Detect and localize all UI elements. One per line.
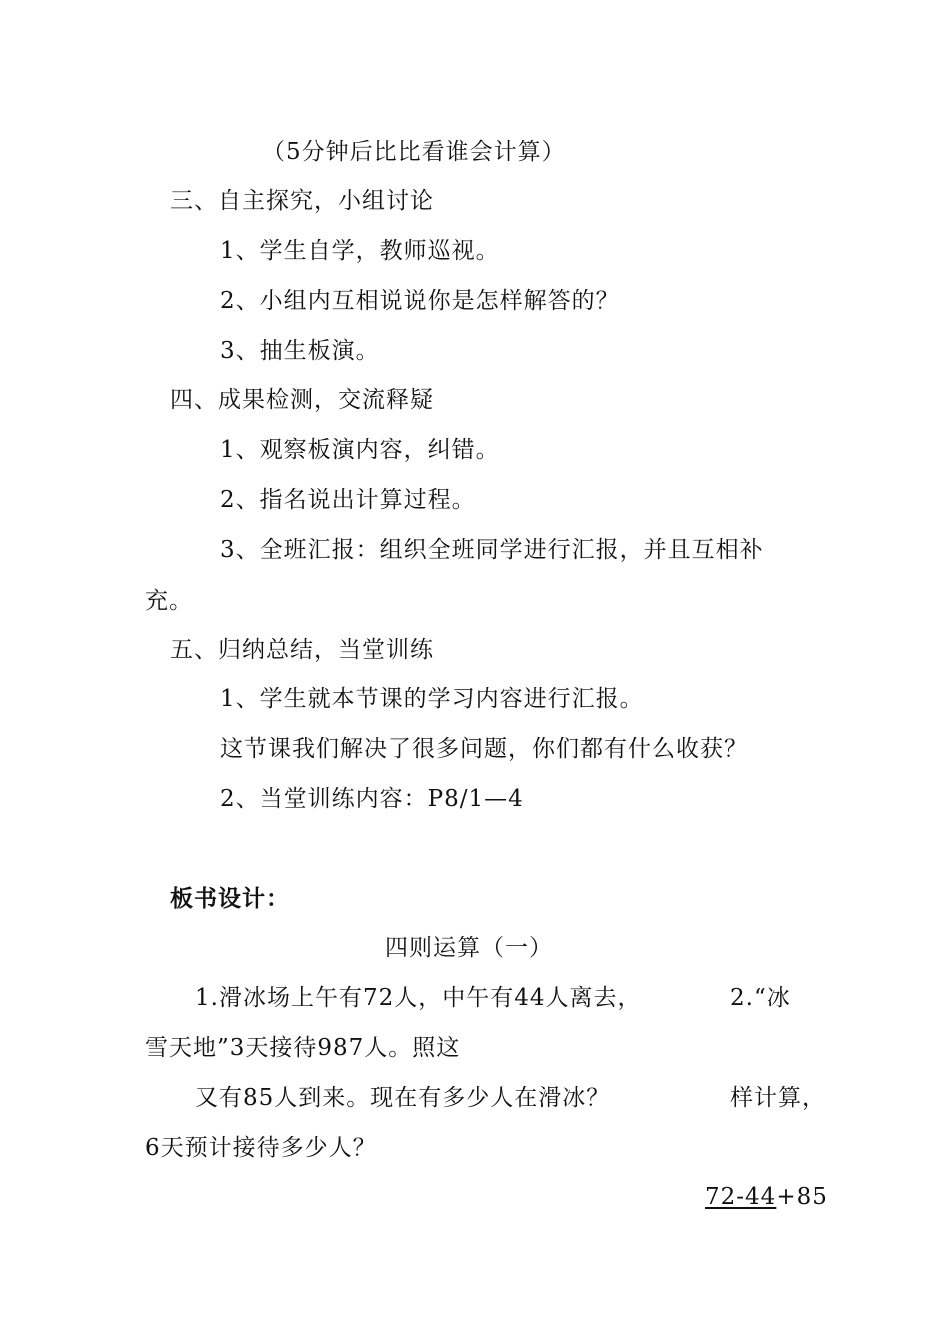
section-3-item-3: 3、抽生板演。	[220, 338, 380, 364]
expression-72-44-85	[705, 1182, 828, 1212]
problem-2-line-1: 2.“冰	[730, 985, 791, 1011]
problem-1-line-2: 又有85人到来。现在有多少人在滑冰？	[195, 1085, 611, 1111]
section-4-item-2: 2、指名说出计算过程。	[220, 487, 476, 513]
section-3-heading: 三、自主探究，小组讨论	[170, 188, 434, 214]
section-3-item-2: 2、小组内互相说说你是怎样解答的？	[220, 288, 620, 314]
section-5-heading: 五、归纳总结，当堂训练	[170, 637, 434, 663]
problem-1-line-1: 1.滑冰场上午有72人，中午有44人离去，	[195, 985, 642, 1011]
problem-2-line-2: 雪天地”3天接待987人。照这	[145, 1035, 461, 1061]
section-5-item-1: 1、学生就本节课的学习内容进行汇报。	[220, 686, 644, 712]
section-5-item-2: 2、当堂训练内容：P8/1—4	[220, 786, 524, 812]
expression-rest: +85	[776, 1184, 828, 1210]
problem-2-line-4: 6天预计接待多少人？	[145, 1135, 377, 1161]
section-4-item-3-line-2: 充。	[145, 588, 193, 614]
section-5-question: 这节课我们解决了很多问题，你们都有什么收获？	[220, 736, 748, 762]
section-4-item-1: 1、观察板演内容，纠错。	[220, 437, 500, 463]
section-4-item-3-line-1: 3、全班汇报：组织全班同学进行汇报，并且互相补	[220, 537, 764, 563]
problem-2-line-3: 样计算，	[730, 1085, 826, 1111]
board-title: 四则运算（一）	[385, 935, 553, 961]
timing-note: （5分钟后比比看谁会计算）	[262, 139, 566, 165]
section-3-item-1: 1、学生自学，教师巡视。	[220, 238, 500, 264]
section-4-heading: 四、成果检测，交流释疑	[170, 387, 434, 413]
expression-underlined-part: 72-44	[705, 1184, 777, 1210]
board-design-label: 板书设计：	[170, 886, 290, 912]
